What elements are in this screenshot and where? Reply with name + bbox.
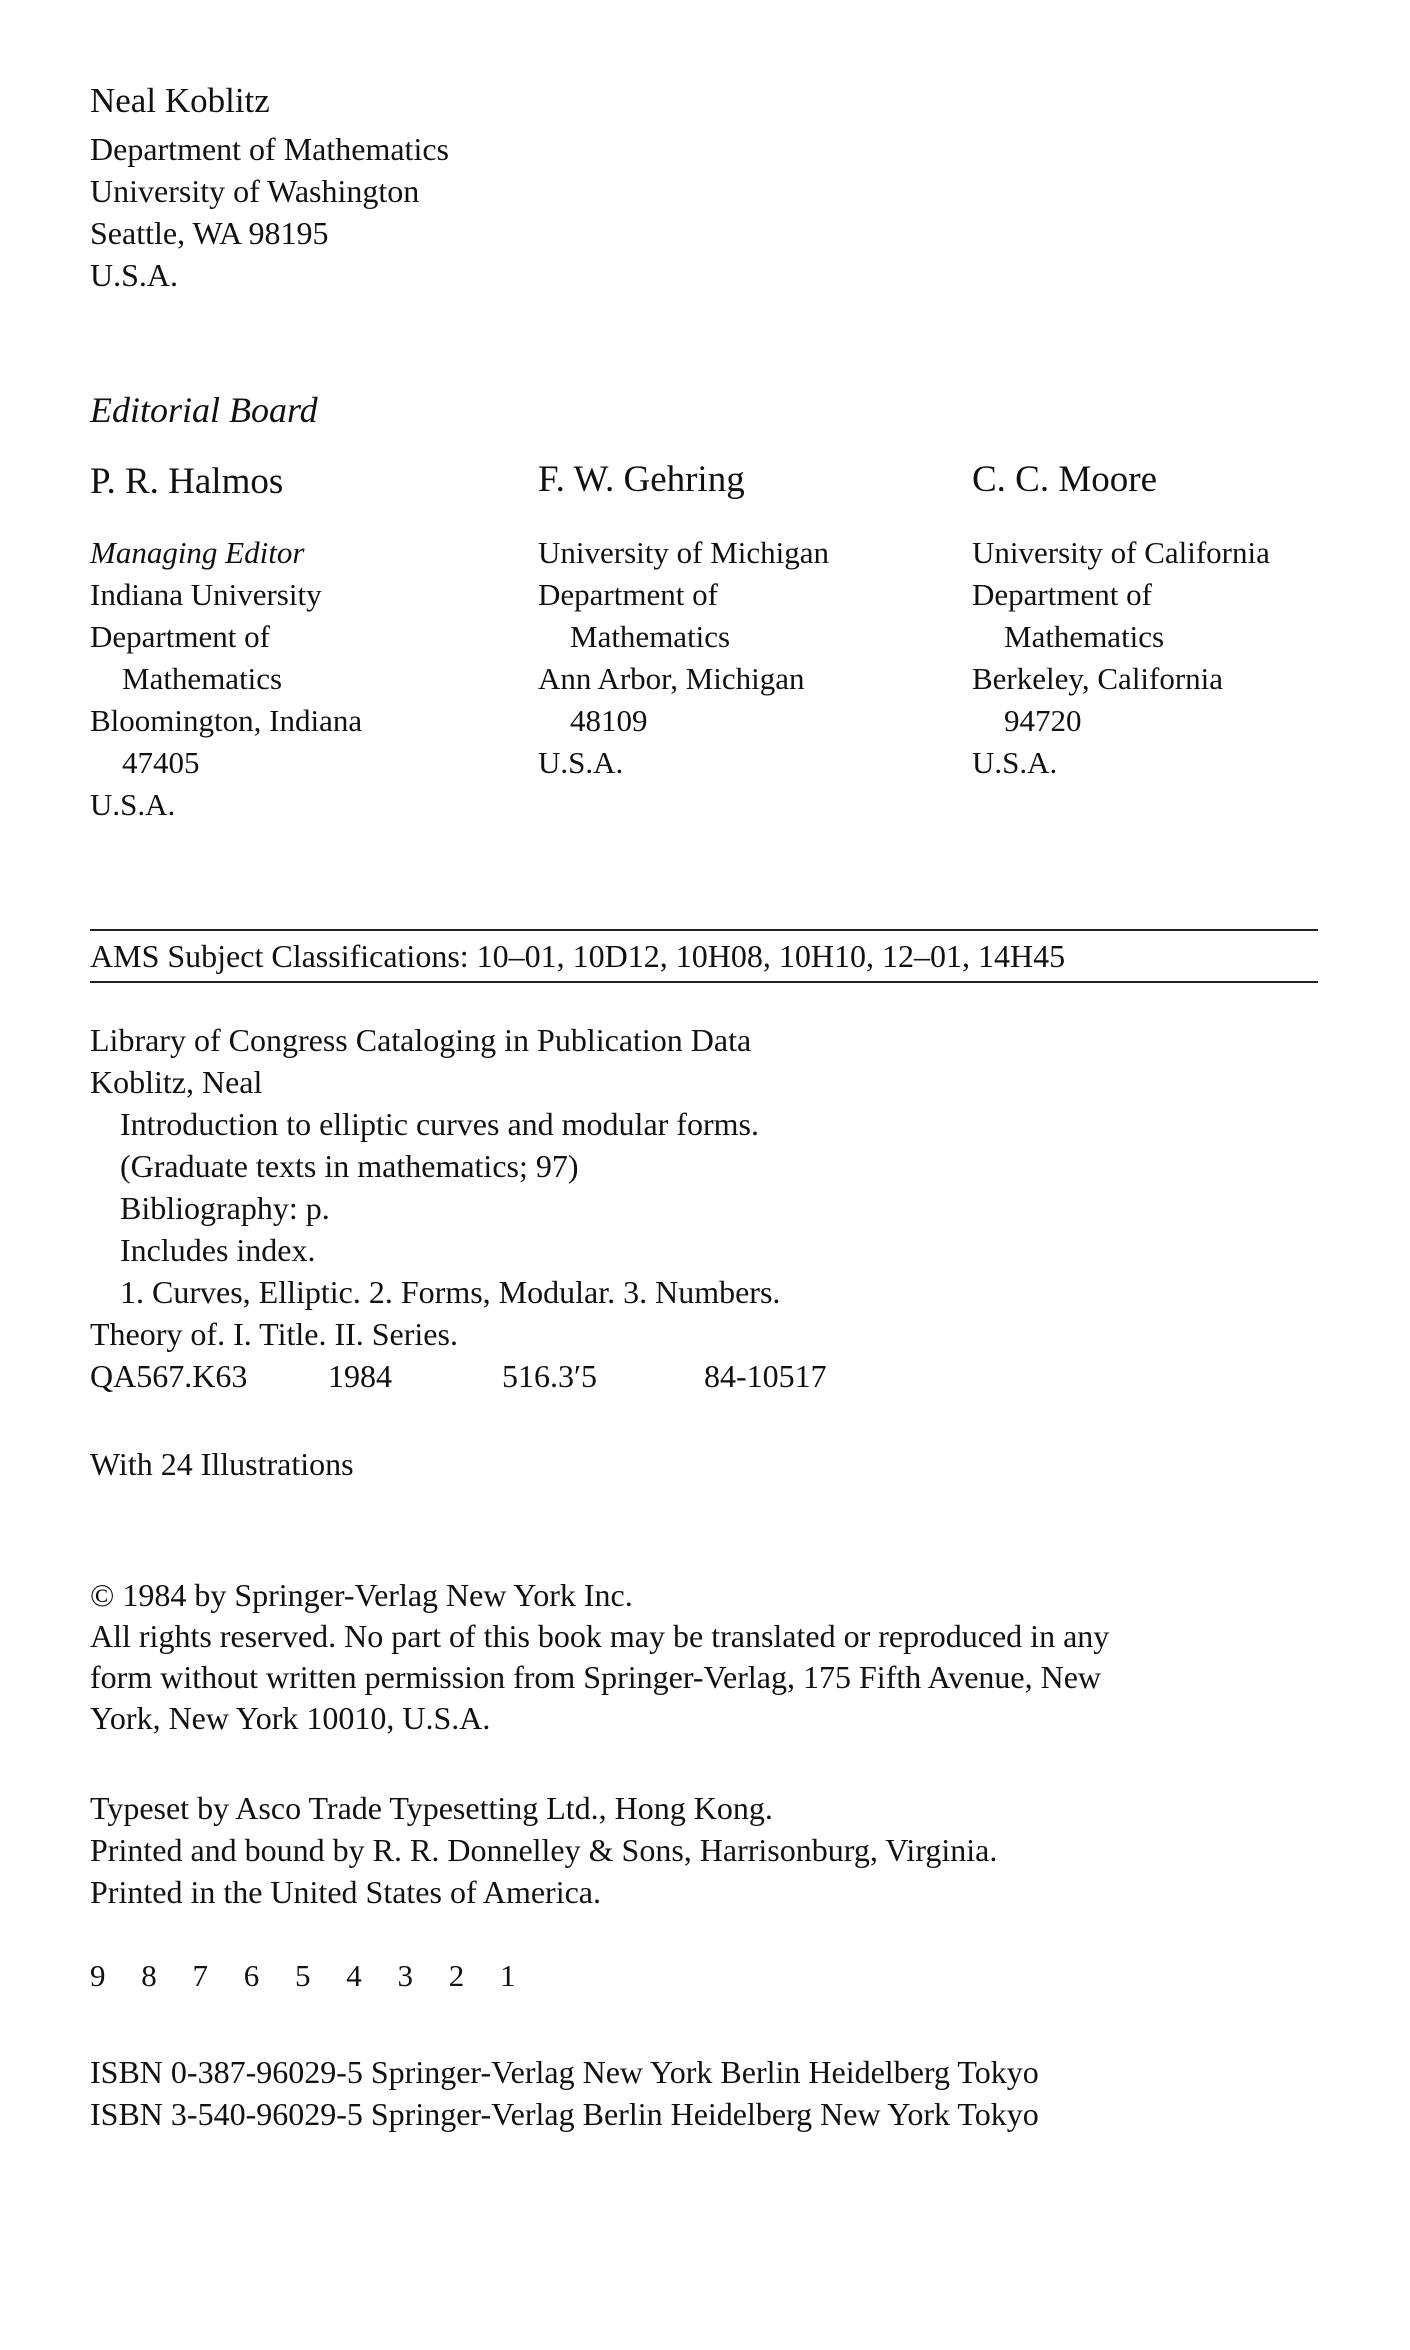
editor-address-line: University of California [972,535,1270,570]
printing-line: Printed in the United States of America. [90,1874,601,1910]
author-address-line: University of Washington [90,173,420,209]
author-address-line: Seattle, WA 98195 [90,215,329,251]
ams-classifications: AMS Subject Classifications: 10–01, 10D12, 10H08, 10H10, 12–01, 14H45 [90,938,1066,974]
cataloging-theory-line: Theory of. I. Title. II. Series. [90,1316,458,1352]
editor-name-moore: C. C. Moore [972,459,1157,500]
cataloging-line: Bibliography: p. [120,1190,330,1226]
copyright-line: York, New York 10010, U.S.A. [90,1700,491,1736]
call-number-control: 84-10517 [704,1358,827,1394]
author-address-line: Department of Mathematics [90,131,449,167]
cataloging-line: Includes index. [120,1232,316,1268]
call-number-row [90,1355,827,1397]
copyright-line: form without written permission from Springer-Verlag, 175 Fifth Avenue, New [90,1659,1102,1695]
editor-address-line: 94720 [1004,703,1082,738]
editor-address-line: U.S.A. [972,745,1058,780]
editor-role: Managing Editor [90,535,305,570]
editor-address-line: U.S.A. [90,787,176,822]
author-address [90,128,449,296]
editor-address-line: Mathematics [570,619,731,654]
cataloging-heading: Library of Congress Cataloging in Publication Data [90,1022,752,1058]
author-address-line: U.S.A. [90,257,179,293]
editor-address-line: 48109 [570,703,648,738]
author-name [90,80,270,122]
cataloging-line: (Graduate texts in mathematics; 97) [120,1148,579,1184]
editor-address-halmos [90,532,362,826]
editor-address-line: Bloomington, Indiana [90,703,363,738]
rule-top [90,929,1318,931]
call-number-lc: QA567.K63 [90,1358,248,1394]
copyright-notice [90,1575,1109,1739]
editor-address-line: Ann Arbor, Michigan [538,661,805,696]
call-number-dewey: 516.3′5 [502,1358,597,1394]
rule-bottom [90,981,1318,983]
printing-line: Typeset by Asco Trade Typesetting Ltd., Hong Kong. [90,1790,773,1826]
editor-name-halmos: P. R. Halmos [90,461,284,502]
editor-address-line: U.S.A. [538,745,624,780]
copyright-line: All rights reserved. No part of this book may be translated or reproduced in any [90,1618,1110,1654]
printing-info [90,1787,997,1913]
author-name-text: Neal Koblitz [90,81,270,120]
isbn-block [90,2051,1039,2135]
cataloging-author: Koblitz, Neal [90,1064,263,1100]
cataloging-line: 1. Curves, Elliptic. 2. Forms, Modular. 3. Numbers. [120,1274,781,1310]
editor-address-line: Berkeley, California [972,661,1224,696]
editorial-board-title: Editorial Board [90,390,318,430]
printer-key-line: 9 8 7 6 5 4 3 2 1 [90,1958,530,1993]
illustrations-note: With 24 Illustrations [90,1446,354,1482]
cataloging-line: Introduction to elliptic curves and modular forms. [120,1106,759,1142]
editor-address-line: University of Michigan [538,535,830,570]
editor-address-line: Mathematics [1004,619,1165,654]
editor-address-moore [972,532,1270,784]
editor-address-line: Mathematics [122,661,283,696]
editor-name-gehring: F. W. Gehring [538,459,745,500]
isbn-line: ISBN 0-387-96029-5 Springer-Verlag New York Berlin Heidelberg Tokyo [90,2054,1039,2090]
editor-address-line: Department of [90,619,270,654]
editor-address-line: 47405 [122,745,200,780]
call-number-year: 1984 [328,1358,392,1394]
isbn-line: ISBN 3-540-96029-5 Springer-Verlag Berlin Heidelberg New York Tokyo [90,2096,1039,2132]
printing-line: Printed and bound by R. R. Donnelley & Sons, Harrisonburg, Virginia. [90,1832,998,1868]
editor-address-gehring [538,532,829,784]
copyright-line: © 1984 by Springer-Verlag New York Inc. [90,1577,633,1613]
editor-address-line: Department of [972,577,1152,612]
editor-address-line: Indiana University [90,577,322,612]
editor-address-line: Department of [538,577,718,612]
cataloging-data [90,1019,827,1397]
